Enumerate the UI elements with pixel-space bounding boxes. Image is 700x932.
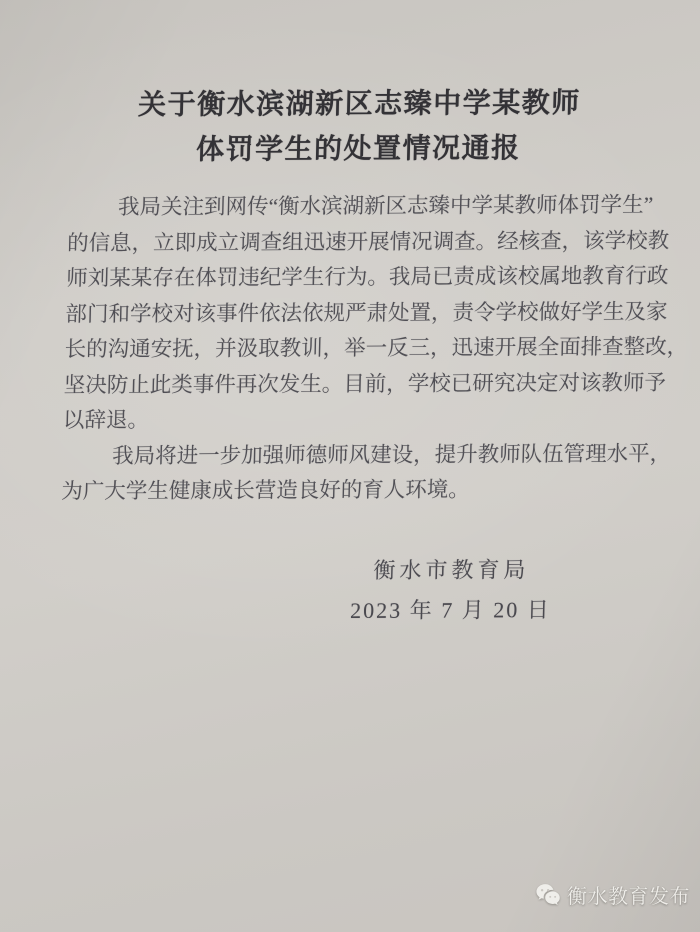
signature-block (205, 554, 697, 626)
document-body (61, 188, 689, 510)
body-line: 坚决防止此类事件再次发生。目前，学校已研究决定对该教师予 (63, 370, 667, 397)
body-line: 为广大学生健康成长营造良好的育人环境。 (61, 477, 471, 504)
body-line: 我局关注到网传“衡水滨湖新区志臻中学某教师体罚学生” (117, 192, 654, 220)
wechat-icon (534, 881, 562, 909)
wechat-watermark (534, 880, 690, 909)
issuing-authority: 衡水市教育局 (373, 557, 530, 583)
issue-date: 2023 年 7 月 20 日 (349, 597, 552, 623)
title-line-2: 体罚学生的处置情况通报 (195, 133, 521, 166)
body-line: 师刘某某存在体罚违纪学生行为。我局已责成该校属地教育行政 (66, 263, 669, 291)
body-line: 的信息，立即成立调查组迅速开展情况调查。经核查，该学校教 (66, 228, 670, 255)
body-line: 我局将进一步加强师德师风建设，提升教师队伍管理水平， (111, 441, 672, 468)
document-title (69, 81, 649, 174)
title-line-1: 关于衡水滨湖新区志臻中学某教师 (137, 88, 582, 121)
body-line: 以辞退。 (62, 407, 150, 433)
watermark-label: 衡水教育发布 (567, 886, 690, 908)
body-line: 部门和学校对该事件依法依规严肃处置，责令学校做好学生及家 (65, 299, 668, 326)
body-line: 长的沟通安抚，并汲取教训，举一反三，迅速开展全面排查整改， (64, 334, 689, 362)
